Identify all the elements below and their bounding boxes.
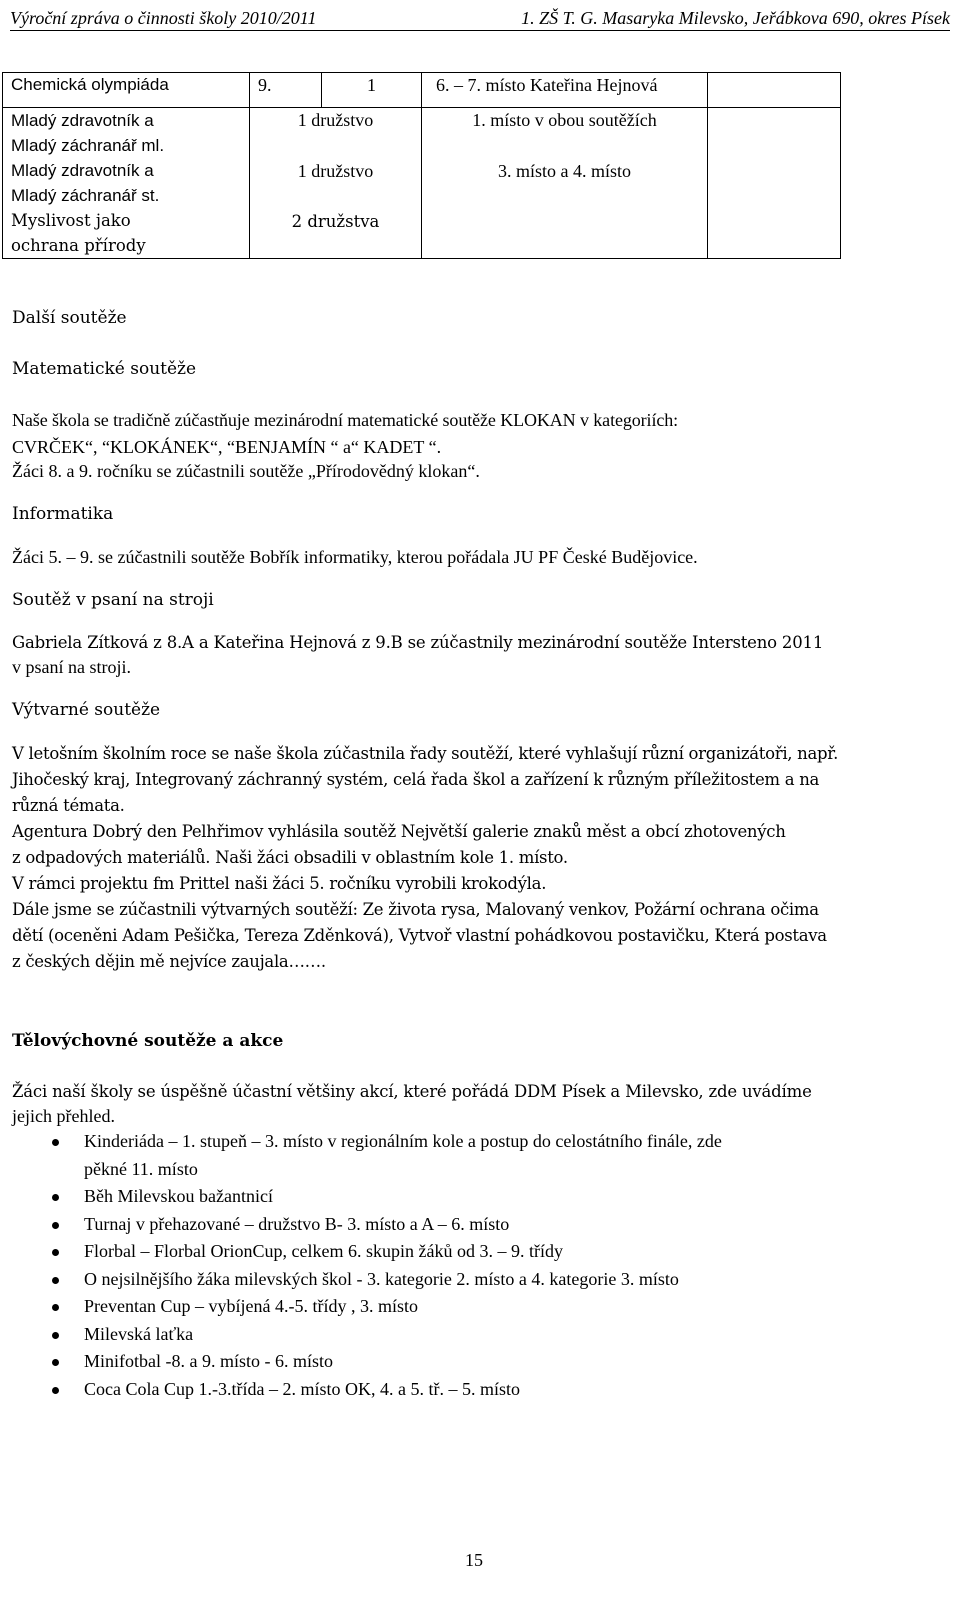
text-line: Agentura Dobrý den Pelhřimov vyhlásila soutěž Největší galerie znaků měst a obcí zhotovených <box>12 822 786 841</box>
table-row <box>3 108 841 259</box>
text-line: z českých dějin mě nejvíce zaujala……. <box>12 952 326 971</box>
text-line: Dále jsme se zúčastnili výtvarných soutěží: Ze života rysa, Malovaný venkov, Požární ochrana očima <box>12 900 819 919</box>
paragraph: Žáci naší školy se úspěšně účastní většiny akcí, které pořádá DDM Písek a Milevsko, zde uvádíme <box>12 1082 812 1101</box>
list-item-text: Běh Milevskou bažantnicí <box>84 1186 273 1206</box>
page-number: 15 <box>465 1550 483 1570</box>
paragraph: Žáci 8. a 9. ročníku se zúčastnili soutěže „Přírodovědný klokan“. <box>12 461 480 481</box>
list-item <box>12 1128 942 1183</box>
section-heading: Výtvarné soutěže <box>12 700 161 720</box>
list-item <box>12 1293 942 1321</box>
paragraph: Žáci 5. – 9. se zúčastnili soutěže Bobřík informatiky, kterou pořádala JU PF České Budějovice. <box>12 547 698 567</box>
page-header <box>10 4 950 31</box>
list-item-continuation: pěkné 11. místo <box>84 1158 198 1179</box>
section-heading: Soutěž v psaní na stroji <box>12 590 214 610</box>
text-line: V rámci projektu fm Prittel naši žáci 5. ročníku vyrobili krokodýla. <box>12 874 547 893</box>
header-report-title: Výroční zpráva o činnosti školy 2010/2011 <box>10 8 317 28</box>
list-item-text: Coca Cola Cup 1.-3.třída – 2. místo OK, 4. a 5. tř. – 5. místo <box>84 1378 520 1399</box>
list-item <box>12 1348 942 1376</box>
list-item <box>12 1211 942 1239</box>
team-count: 1 družstvo <box>297 161 374 181</box>
name-line: Mladý záchranář ml. <box>11 136 165 155</box>
section-heading: Matematické soutěže <box>12 359 197 379</box>
section-heading: Tělovýchovné soutěže a akce <box>12 1031 284 1051</box>
paragraph <box>12 741 942 975</box>
result-line: 3. místo a 4. místo <box>497 161 631 181</box>
list-item <box>12 1238 942 1266</box>
result-line: 1. místo v obou soutěžích <box>472 110 657 130</box>
name-line: Myslivost jako <box>11 211 131 230</box>
empty-cell <box>708 73 841 108</box>
competition-result: 6. – 7. místo Kateřina Hejnová <box>422 73 708 108</box>
table-row <box>3 73 841 108</box>
document-body <box>12 306 942 1403</box>
list-item-text: Turnaj v přehazované – družstvo B- 3. místo a A – 6. místo <box>84 1213 510 1234</box>
list-item <box>12 1266 942 1294</box>
paragraph: Naše škola se tradičně zúčastňuje mezinárodní matematické soutěže KLOKAN v kategoriích: <box>12 410 679 430</box>
text-line: dětí (oceněni Adam Pešička, Tereza Zděnková), Vytvoř vlastní pohádkovou postavičku, Která postava <box>12 926 827 945</box>
list-item-text: O nejsilnějšího žáka milevských škol - 3. kategorie 2. místo a 4. kategorie 3. místo <box>84 1268 679 1289</box>
paragraph: v psaní na stroji. <box>12 657 131 677</box>
paragraph: jejich přehled. <box>12 1106 115 1126</box>
competition-grade: 9. <box>250 73 322 108</box>
list-item <box>12 1321 942 1349</box>
list-item-text: Kinderiáda – 1. stupeň – 3. místo v regionálním kole a postup do celostátního finále, zde <box>84 1131 722 1151</box>
name-line: Mladý zdravotník a <box>11 111 154 130</box>
competition-names <box>3 108 250 259</box>
section-heading: Informatika <box>12 504 114 524</box>
competition-name: Chemická olympiáda <box>3 73 250 108</box>
team-count: 1 družstvo <box>297 110 374 130</box>
text-line: z odpadových materiálů. Naši žáci obsadili v oblastním kole 1. místo. <box>12 848 568 867</box>
name-line: Mladý záchranář st. <box>11 186 160 205</box>
list-item <box>12 1183 942 1211</box>
section-heading: Další soutěže <box>12 308 127 328</box>
event-list <box>12 1128 942 1403</box>
team-count: 2 družstva <box>291 212 380 231</box>
text-line: V letošním školním roce se naše škola zúčastnila řady soutěží, které vyhlašují různí organizátoři, např. <box>12 744 839 763</box>
list-item-text: Preventan Cup – vybíjená 4.-5. třídy , 3. místo <box>84 1296 418 1316</box>
empty-cell <box>708 108 841 259</box>
text-line: různá témata. <box>12 796 125 815</box>
list-item-text: Florbal – Florbal OrionCup, celkem 6. skupin žáků od 3. – 9. třídy <box>84 1241 563 1261</box>
list-item-text: Milevská laťka <box>84 1323 194 1344</box>
name-line: ochrana přírody <box>11 236 146 255</box>
name-line: Mladý zdravotník a <box>11 161 154 180</box>
results-cell <box>422 108 708 259</box>
list-item-text: Minifotbal -8. a 9. místo - 6. místo <box>84 1351 333 1371</box>
competition-count: 1 <box>322 73 422 108</box>
list-item <box>12 1376 942 1404</box>
paragraph: Gabriela Zítková z 8.A a Kateřina Hejnová z 9.B se zúčastnily mezinárodní soutěže Intersteno 2011 <box>12 633 824 652</box>
competition-table <box>2 72 841 259</box>
teams-cell <box>250 108 422 259</box>
paragraph: CVRČEK“, “KLOKÁNEK“, “BENJAMÍN “ a“ KADET “. <box>12 437 442 457</box>
header-school-name: 1. ZŠ T. G. Masaryka Milevsko, Jeřábkova 690, okres Písek <box>521 8 950 28</box>
text-line: Jihočeský kraj, Integrovaný záchranný systém, celá řada škol a zařízení k různým příležitostem a na <box>12 770 820 789</box>
